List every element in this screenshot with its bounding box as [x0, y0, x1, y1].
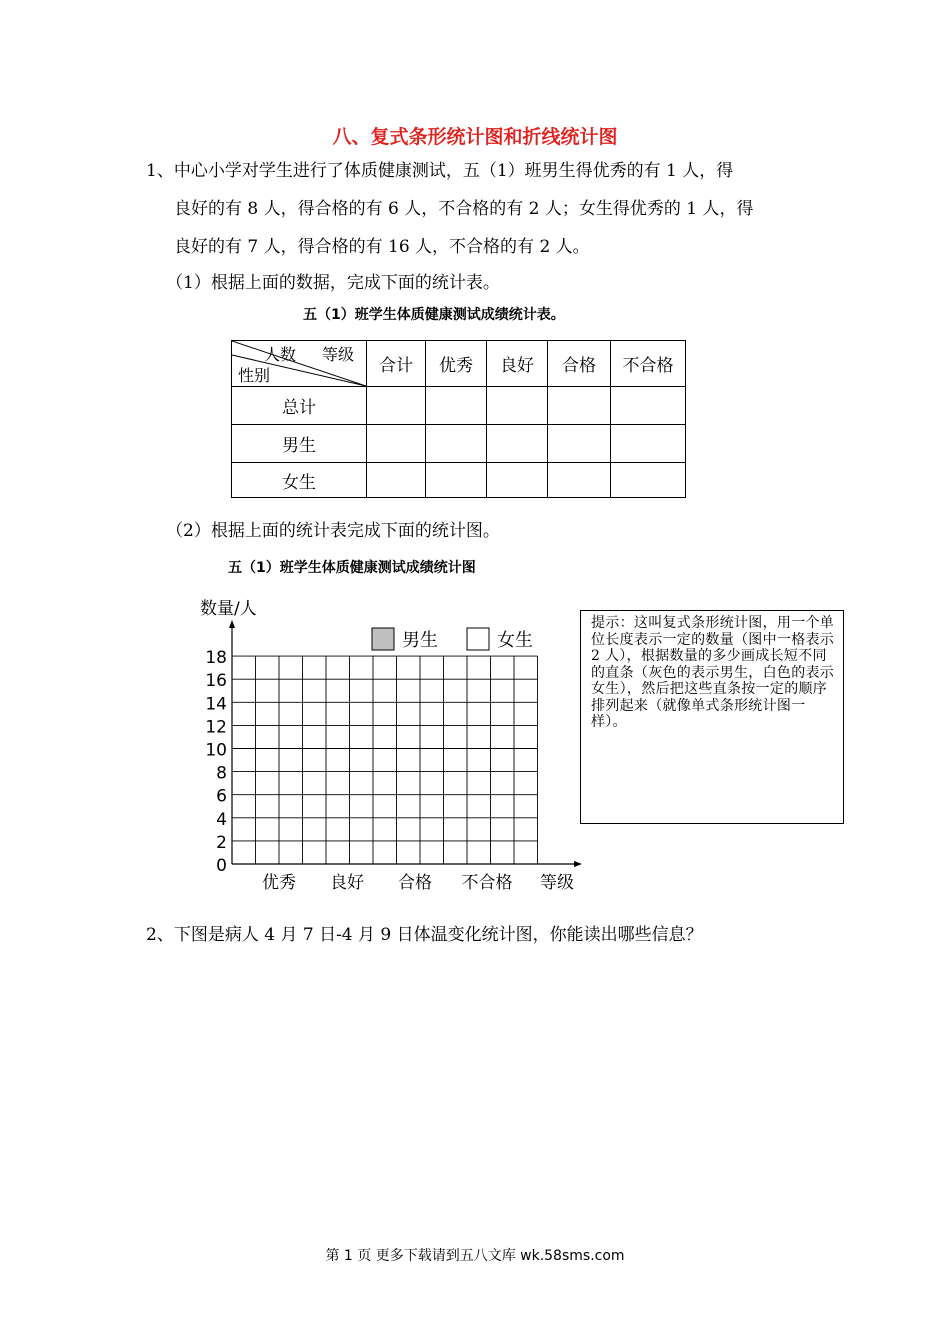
col-header-pass: 合格 — [548, 341, 611, 387]
corner-gender-label: 性别 — [238, 366, 271, 385]
x-category-label: 良好 — [330, 873, 364, 893]
y-tick-label: 6 — [216, 786, 227, 807]
q1-line2: 良好的有 8 人，得合格的有 6 人，不合格的有 2 人；女生得优秀的 1 人，得 — [174, 199, 754, 219]
y-tick-label: 14 — [205, 694, 227, 715]
x-axis-label: 等级 — [540, 873, 574, 893]
q1-part2: （2）根据上面的统计表完成下面的统计图。 — [166, 521, 500, 541]
chart-title: 五（1）班学生体质健康测试成绩统计图 — [228, 560, 476, 576]
x-category-labels — [262, 873, 513, 893]
y-axis-label: 数量/人 — [200, 599, 257, 619]
legend-swatch-boys — [372, 628, 394, 650]
y-tick-label: 4 — [216, 809, 227, 830]
y-tick-label: 12 — [205, 717, 227, 738]
chart-grid — [232, 656, 538, 864]
row-header-boys: 男生 — [232, 425, 367, 463]
corner-count-label: 人数 — [264, 345, 297, 364]
x-category-label: 不合格 — [461, 873, 513, 893]
legend-label-girls: 女生 — [497, 630, 533, 651]
y-tick-label: 18 — [205, 648, 227, 669]
hint-box — [580, 610, 844, 824]
q1-part1: （1）根据上面的数据，完成下面的统计表。 — [166, 273, 500, 293]
col-header-fail: 不合格 — [611, 341, 686, 387]
legend-swatch-girls — [467, 628, 489, 650]
q2-text: 2、下图是病人 4 月 7 日-4 月 9 日体温变化统计图，你能读出哪些信息？ — [146, 925, 703, 945]
q1-line1: 1、中心小学对学生进行了体质健康测试，五（1）班男生得优秀的有 1 人，得 — [146, 161, 734, 181]
q1-line3: 良好的有 7 人，得合格的有 16 人，不合格的有 2 人。 — [174, 237, 590, 257]
y-tick-labels — [205, 648, 227, 876]
chart-legend — [372, 628, 533, 651]
hint-text: 提示：这叫复式条形统计图，用一个单位长度表示一定的数量（图中一格表示 2 人），根据数量的多少画成长短不同的直条（灰色的表示男生，白色的表示女生），然后把这些直条按一定的顺序排列起来（就像单式条形统计图一样）。 — [591, 615, 835, 730]
row-header-girls: 女生 — [232, 463, 367, 498]
y-tick-label: 8 — [216, 763, 227, 784]
col-header-excellent: 优秀 — [426, 341, 487, 387]
x-category-label: 优秀 — [262, 873, 296, 893]
page-footer: 第 1 页 更多下载请到五八文库 wk.58sms.com — [325, 1248, 625, 1264]
row-header-total: 总计 — [232, 387, 367, 425]
col-header-total: 合计 — [367, 341, 426, 387]
x-category-label: 合格 — [398, 873, 432, 893]
y-tick-label: 0 — [216, 856, 227, 876]
corner-grade-label: 等级 — [322, 345, 355, 364]
y-tick-label: 10 — [205, 740, 227, 761]
legend-label-boys: 男生 — [402, 630, 438, 651]
y-tick-label: 2 — [216, 832, 227, 853]
y-tick-label: 16 — [205, 671, 227, 692]
page-title: 八、复式条形统计图和折线统计图 — [332, 126, 618, 148]
x-axis-arrow — [574, 861, 582, 867]
col-header-good: 良好 — [487, 341, 548, 387]
table-title: 五（1）班学生体质健康测试成绩统计表。 — [303, 307, 565, 323]
y-axis-arrow — [229, 620, 235, 628]
chart-axes — [229, 620, 582, 867]
